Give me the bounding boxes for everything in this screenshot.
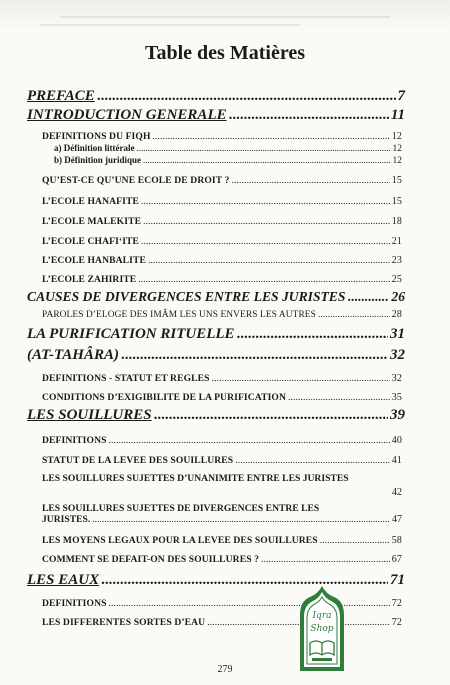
toc-label: CONDITIONS D’EXIGIBILITE DE LA PURIFICATION <box>42 392 287 403</box>
toc-entry-paroles-eloge <box>42 309 402 320</box>
dot-leader <box>121 347 388 364</box>
page-number: 279 <box>217 664 233 675</box>
toc-label-line1: LES SOUILLURES SUJETTES DE DIVERGENCES ENTRE LES <box>42 503 320 514</box>
toc-page: 72 <box>391 617 402 628</box>
dot-leader <box>288 392 390 403</box>
toc-page: 32 <box>391 373 402 384</box>
toc-entry-definitions-souillures <box>42 435 402 446</box>
toc-page: 21 <box>391 236 402 247</box>
toc-page: 15 <box>391 196 402 207</box>
toc-page: 18 <box>391 216 402 227</box>
toc-entry-divergences <box>42 503 402 525</box>
dot-leader <box>231 175 389 186</box>
dot-leader <box>237 326 388 343</box>
toc-page: 26 <box>391 289 405 304</box>
toc-entry-definitions-eaux <box>42 598 402 609</box>
toc-entry-at-tahara <box>27 347 405 364</box>
toc-label: LES DIFFERENTES SORTES D’EAU <box>42 617 206 628</box>
toc-entry-definitions-fiqh <box>42 131 402 142</box>
toc-entry-introduction <box>27 107 405 124</box>
toc-label: L’ECOLE ZAHIRITE <box>42 274 137 285</box>
dot-leader <box>97 88 396 105</box>
toc-entry-sortes-eau <box>42 617 402 628</box>
toc-label: DEFINITIONS - STATUT ET REGLES <box>42 373 210 384</box>
toc-label: a) Définition littérale <box>54 143 135 153</box>
toc-label: STATUT DE LA LEVEE DES SOUILLURES <box>42 455 234 466</box>
dot-leader <box>154 407 388 424</box>
dot-leader <box>212 373 390 384</box>
bleed-through-text <box>0 0 450 32</box>
toc-label: L’ECOLE CHAFI‘ITE <box>42 236 140 247</box>
toc-label: LES SOUILLURES <box>27 407 152 423</box>
dot-leader <box>143 216 390 227</box>
toc-entry-def-litterale <box>54 143 402 154</box>
toc-entry-preface <box>27 88 405 105</box>
dot-leader <box>235 455 390 466</box>
toc-entry-unanimite <box>42 473 402 498</box>
toc-entry-conditions <box>42 392 402 403</box>
dot-leader <box>141 196 390 207</box>
toc-page: 12 <box>391 131 402 142</box>
toc-page: 40 <box>391 435 402 446</box>
dot-leader <box>143 155 390 165</box>
dot-leader <box>229 107 389 124</box>
dot-leader <box>92 514 390 525</box>
toc-label: DEFINITIONS <box>42 598 107 609</box>
toc-page: 58 <box>391 535 402 546</box>
toc-label: QU’EST-CE QU’UNE ECOLE DE DROIT ? <box>42 175 230 186</box>
dot-leader <box>318 310 390 320</box>
toc-label: b) Définition juridique <box>54 155 142 165</box>
dot-leader <box>138 274 390 285</box>
toc-entry-souillures <box>27 407 405 424</box>
toc-entry-def-juridique <box>54 155 402 166</box>
iqra-shop-logo <box>296 585 348 673</box>
toc-page: 39 <box>390 407 405 423</box>
dot-leader <box>347 289 389 305</box>
dot-leader <box>261 554 390 565</box>
toc-label: L’ECOLE HANBALITE <box>42 255 146 266</box>
toc-label: DEFINITIONS DU FIQH <box>42 131 151 142</box>
logo-text-line1: Iqra <box>312 611 332 621</box>
toc-entry-def-statut-regles <box>42 373 402 384</box>
toc-page: 12 <box>392 156 402 166</box>
toc-entry-moyens-legaux <box>42 535 402 546</box>
dot-leader <box>141 236 390 247</box>
toc-label: LES MOYENS LEGAUX POUR LA LEVEE DES SOUILLURES <box>42 535 318 546</box>
toc-label-line2: JURISTES. <box>42 514 91 525</box>
toc-page: 25 <box>391 274 402 285</box>
toc-page: 71 <box>390 572 405 588</box>
toc-entry-statut-levee <box>42 455 402 466</box>
toc-page: 72 <box>391 598 402 609</box>
toc-entry-purification <box>27 326 405 343</box>
toc-page: 7 <box>397 88 405 104</box>
toc-entry-eaux <box>27 572 405 589</box>
toc-page: 15 <box>391 175 402 186</box>
toc-page: 32 <box>390 347 405 363</box>
dot-leader <box>136 143 390 153</box>
toc-page: 23 <box>391 255 402 266</box>
toc-page: 31 <box>390 326 405 342</box>
toc-entry-chafiite <box>42 236 402 247</box>
logo-text-line2: Shop <box>310 624 334 634</box>
toc-entry-comment-defait <box>42 554 402 565</box>
toc-label: LA PURIFICATION RITUELLE <box>27 326 235 342</box>
toc-label: PREFACE <box>27 88 95 104</box>
toc-entry-zahirite <box>42 274 402 285</box>
toc-page: 28 <box>391 309 402 320</box>
page-title: Table des Matières <box>145 42 305 64</box>
toc-page: 42 <box>392 487 402 498</box>
toc-page: 11 <box>390 107 405 123</box>
toc-label: DEFINITIONS <box>42 435 107 446</box>
toc-label: L’ECOLE MALEKITE <box>42 216 142 227</box>
toc-label: (AT-TAHÂRA) <box>27 347 119 363</box>
dot-leader <box>153 131 390 142</box>
dot-leader <box>148 255 390 266</box>
toc-label: LES SOUILLURES SUJETTES D’UNANIMITE ENTRE LES JURISTES <box>42 473 349 484</box>
toc-entry-ecole-droit <box>42 175 402 186</box>
toc-label: LES EAUX <box>27 572 100 588</box>
dot-leader <box>109 435 390 446</box>
toc-entry-divergences-line2 <box>42 514 402 525</box>
dot-leader <box>320 535 390 546</box>
toc-entry-hanbalite <box>42 255 402 266</box>
toc-entry-malekite <box>42 216 402 227</box>
toc-entry-causes-divergences <box>27 289 405 305</box>
toc-label: INTRODUCTION GENERALE <box>27 107 227 123</box>
toc-page: 35 <box>391 392 402 403</box>
toc-label: CAUSES DE DIVERGENCES ENTRE LES JURISTES <box>27 289 346 304</box>
toc-label: COMMENT SE DEFAIT-ON DES SOUILLURES ? <box>42 554 260 565</box>
toc-page: 47 <box>392 514 402 525</box>
toc-page: 67 <box>391 554 402 565</box>
toc-label: L’ECOLE HANAFITE <box>42 196 139 207</box>
toc-entry-hanafite <box>42 196 402 207</box>
toc-label: PAROLES D’ELOGE DES IMÂM LES UNS ENVERS LES AUTRES <box>42 310 316 320</box>
toc-page: 41 <box>391 455 402 466</box>
toc-page: 12 <box>392 144 402 154</box>
